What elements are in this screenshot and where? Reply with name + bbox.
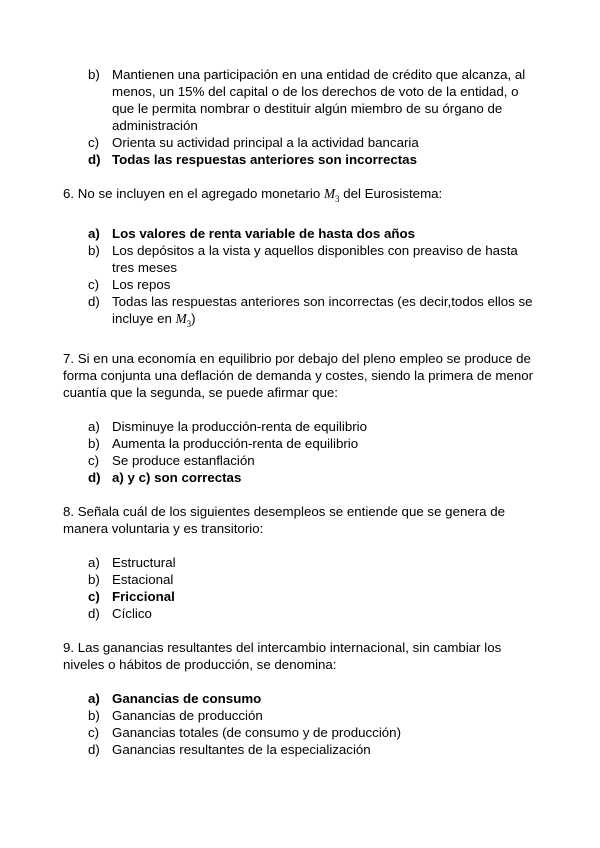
question-5-options-option-b — [63, 66, 539, 134]
question-8-option-c — [63, 588, 539, 605]
text-segment: Los repos — [112, 277, 171, 292]
option-text — [112, 242, 539, 276]
question-7-option-d — [63, 469, 539, 486]
option-letter: d) — [88, 742, 100, 757]
question-6-option-c — [63, 276, 539, 293]
question-6-stem — [63, 185, 539, 208]
option-letter: d) — [88, 470, 101, 485]
option-text — [112, 276, 539, 293]
question-8-options — [63, 554, 539, 622]
option-letter: b) — [88, 243, 100, 258]
text-segment: Ganancias resultantes de la especialización — [112, 742, 371, 757]
option-letter: d) — [88, 606, 100, 621]
option-letter: b) — [88, 436, 100, 451]
question-5-options-option-c — [63, 134, 539, 151]
question-6-option-d — [63, 293, 539, 333]
option-text — [112, 452, 539, 469]
option-letter: c) — [88, 277, 100, 292]
option-letter: c) — [88, 725, 100, 740]
option-text — [112, 690, 539, 707]
option-text — [112, 605, 539, 622]
text-segment: Todas las respuestas anteriores son incorrectas (es decir,todos ellos se incluye en — [112, 294, 533, 326]
math-subscript: 3 — [335, 194, 340, 204]
option-text — [112, 469, 539, 486]
text-segment: 8. Señala cuál de los siguientes desempleos se entiende que se genera de manera voluntaria y es transitorio: — [63, 504, 506, 536]
question-8 — [63, 503, 539, 622]
text-segment: Los depósitos a la vista y aquellos disponibles con preaviso de hasta tres meses — [112, 243, 518, 275]
text-segment: ) — [191, 311, 196, 326]
option-letter: a) — [88, 419, 100, 434]
question-5-options-options — [63, 66, 539, 168]
question-5-options — [63, 66, 539, 168]
text-segment: Ganancias totales (de consumo y de producción) — [112, 725, 401, 740]
question-7-option-c — [63, 452, 539, 469]
option-text — [112, 571, 539, 588]
text-segment: Friccional — [112, 589, 175, 604]
question-9-options — [63, 690, 539, 758]
math-variable: M — [323, 186, 336, 201]
option-letter: c) — [88, 589, 100, 604]
question-8-option-a — [63, 554, 539, 571]
question-9-option-a — [63, 690, 539, 707]
question-7-option-a — [63, 418, 539, 435]
question-6 — [63, 185, 539, 333]
question-8-option-d — [63, 605, 539, 622]
text-segment: 6. No se incluyen en el agregado monetario — [63, 186, 324, 201]
option-letter: a) — [88, 555, 100, 570]
option-letter: b) — [88, 572, 100, 587]
option-letter: a) — [88, 691, 100, 706]
text-segment: Ganancias de consumo — [112, 691, 262, 706]
question-7-option-b — [63, 435, 539, 452]
quiz-content — [63, 66, 539, 758]
text-segment: Disminuye la producción-renta de equilibrio — [112, 419, 367, 434]
option-letter: c) — [88, 453, 100, 468]
option-text — [112, 724, 539, 741]
question-9 — [63, 639, 539, 758]
option-letter: b) — [88, 67, 100, 82]
question-7-stem — [63, 350, 539, 401]
math-variable: M — [175, 311, 187, 326]
question-9-option-d — [63, 741, 539, 758]
text-segment: del Eurosistema: — [339, 186, 443, 201]
text-segment: Todas las respuestas anteriores son incorrectas — [112, 152, 417, 167]
option-letter: b) — [88, 708, 100, 723]
question-5-options-option-d — [63, 151, 539, 168]
question-9-option-b — [63, 707, 539, 724]
option-text — [112, 66, 539, 134]
text-segment: Aumenta la producción-renta de equilibrio — [112, 436, 359, 451]
question-6-option-b — [63, 242, 539, 276]
option-text — [112, 151, 539, 168]
question-9-stem — [63, 639, 539, 673]
option-text — [112, 435, 539, 452]
text-segment: Orienta su actividad principal a la actividad bancaria — [112, 135, 419, 150]
question-7 — [63, 350, 539, 486]
option-text — [112, 707, 539, 724]
option-text — [112, 741, 539, 758]
option-text — [112, 418, 539, 435]
text-segment: Se produce estanflación — [112, 453, 255, 468]
option-letter: a) — [88, 226, 100, 241]
option-letter: d) — [88, 152, 101, 167]
text-segment: Estructural — [112, 555, 176, 570]
option-letter: c) — [88, 135, 100, 150]
question-6-option-a — [63, 225, 539, 242]
question-8-stem — [63, 503, 539, 537]
option-text — [112, 588, 539, 605]
option-letter: d) — [88, 294, 100, 309]
text-segment: Mantienen una participación en una entidad de crédito que alcanza, al menos, un 15% del capital o de los derechos de voto de la entidad, o que le permita nombrar o destituir algún miembro de su órgano de administración — [112, 67, 526, 133]
text-segment: 7. Si en una economía en equilibrio por debajo del pleno empleo se produce de forma conjunta una deflación de demanda y costes, siendo la primera de menor cuantía que la segunda, se puede afirmar que: — [63, 351, 534, 400]
math-subscript: 3 — [186, 319, 192, 329]
option-text — [112, 554, 539, 571]
question-8-option-b — [63, 571, 539, 588]
option-text — [112, 293, 539, 333]
question-9-option-c — [63, 724, 539, 741]
question-7-options — [63, 418, 539, 486]
text-segment: Ganancias de producción — [112, 708, 263, 723]
text-segment: Cíclico — [112, 606, 152, 621]
text-segment: a) y c) son correctas — [112, 470, 242, 485]
option-text — [112, 134, 539, 151]
option-text — [112, 225, 539, 242]
text-segment: 9. Las ganancias resultantes del intercambio internacional, sin cambiar los niveles o hábitos de producción, se denomina: — [63, 640, 502, 672]
text-segment: Estacional — [112, 572, 174, 587]
question-6-options — [63, 225, 539, 333]
text-segment: Los valores de renta variable de hasta dos años — [112, 226, 415, 241]
